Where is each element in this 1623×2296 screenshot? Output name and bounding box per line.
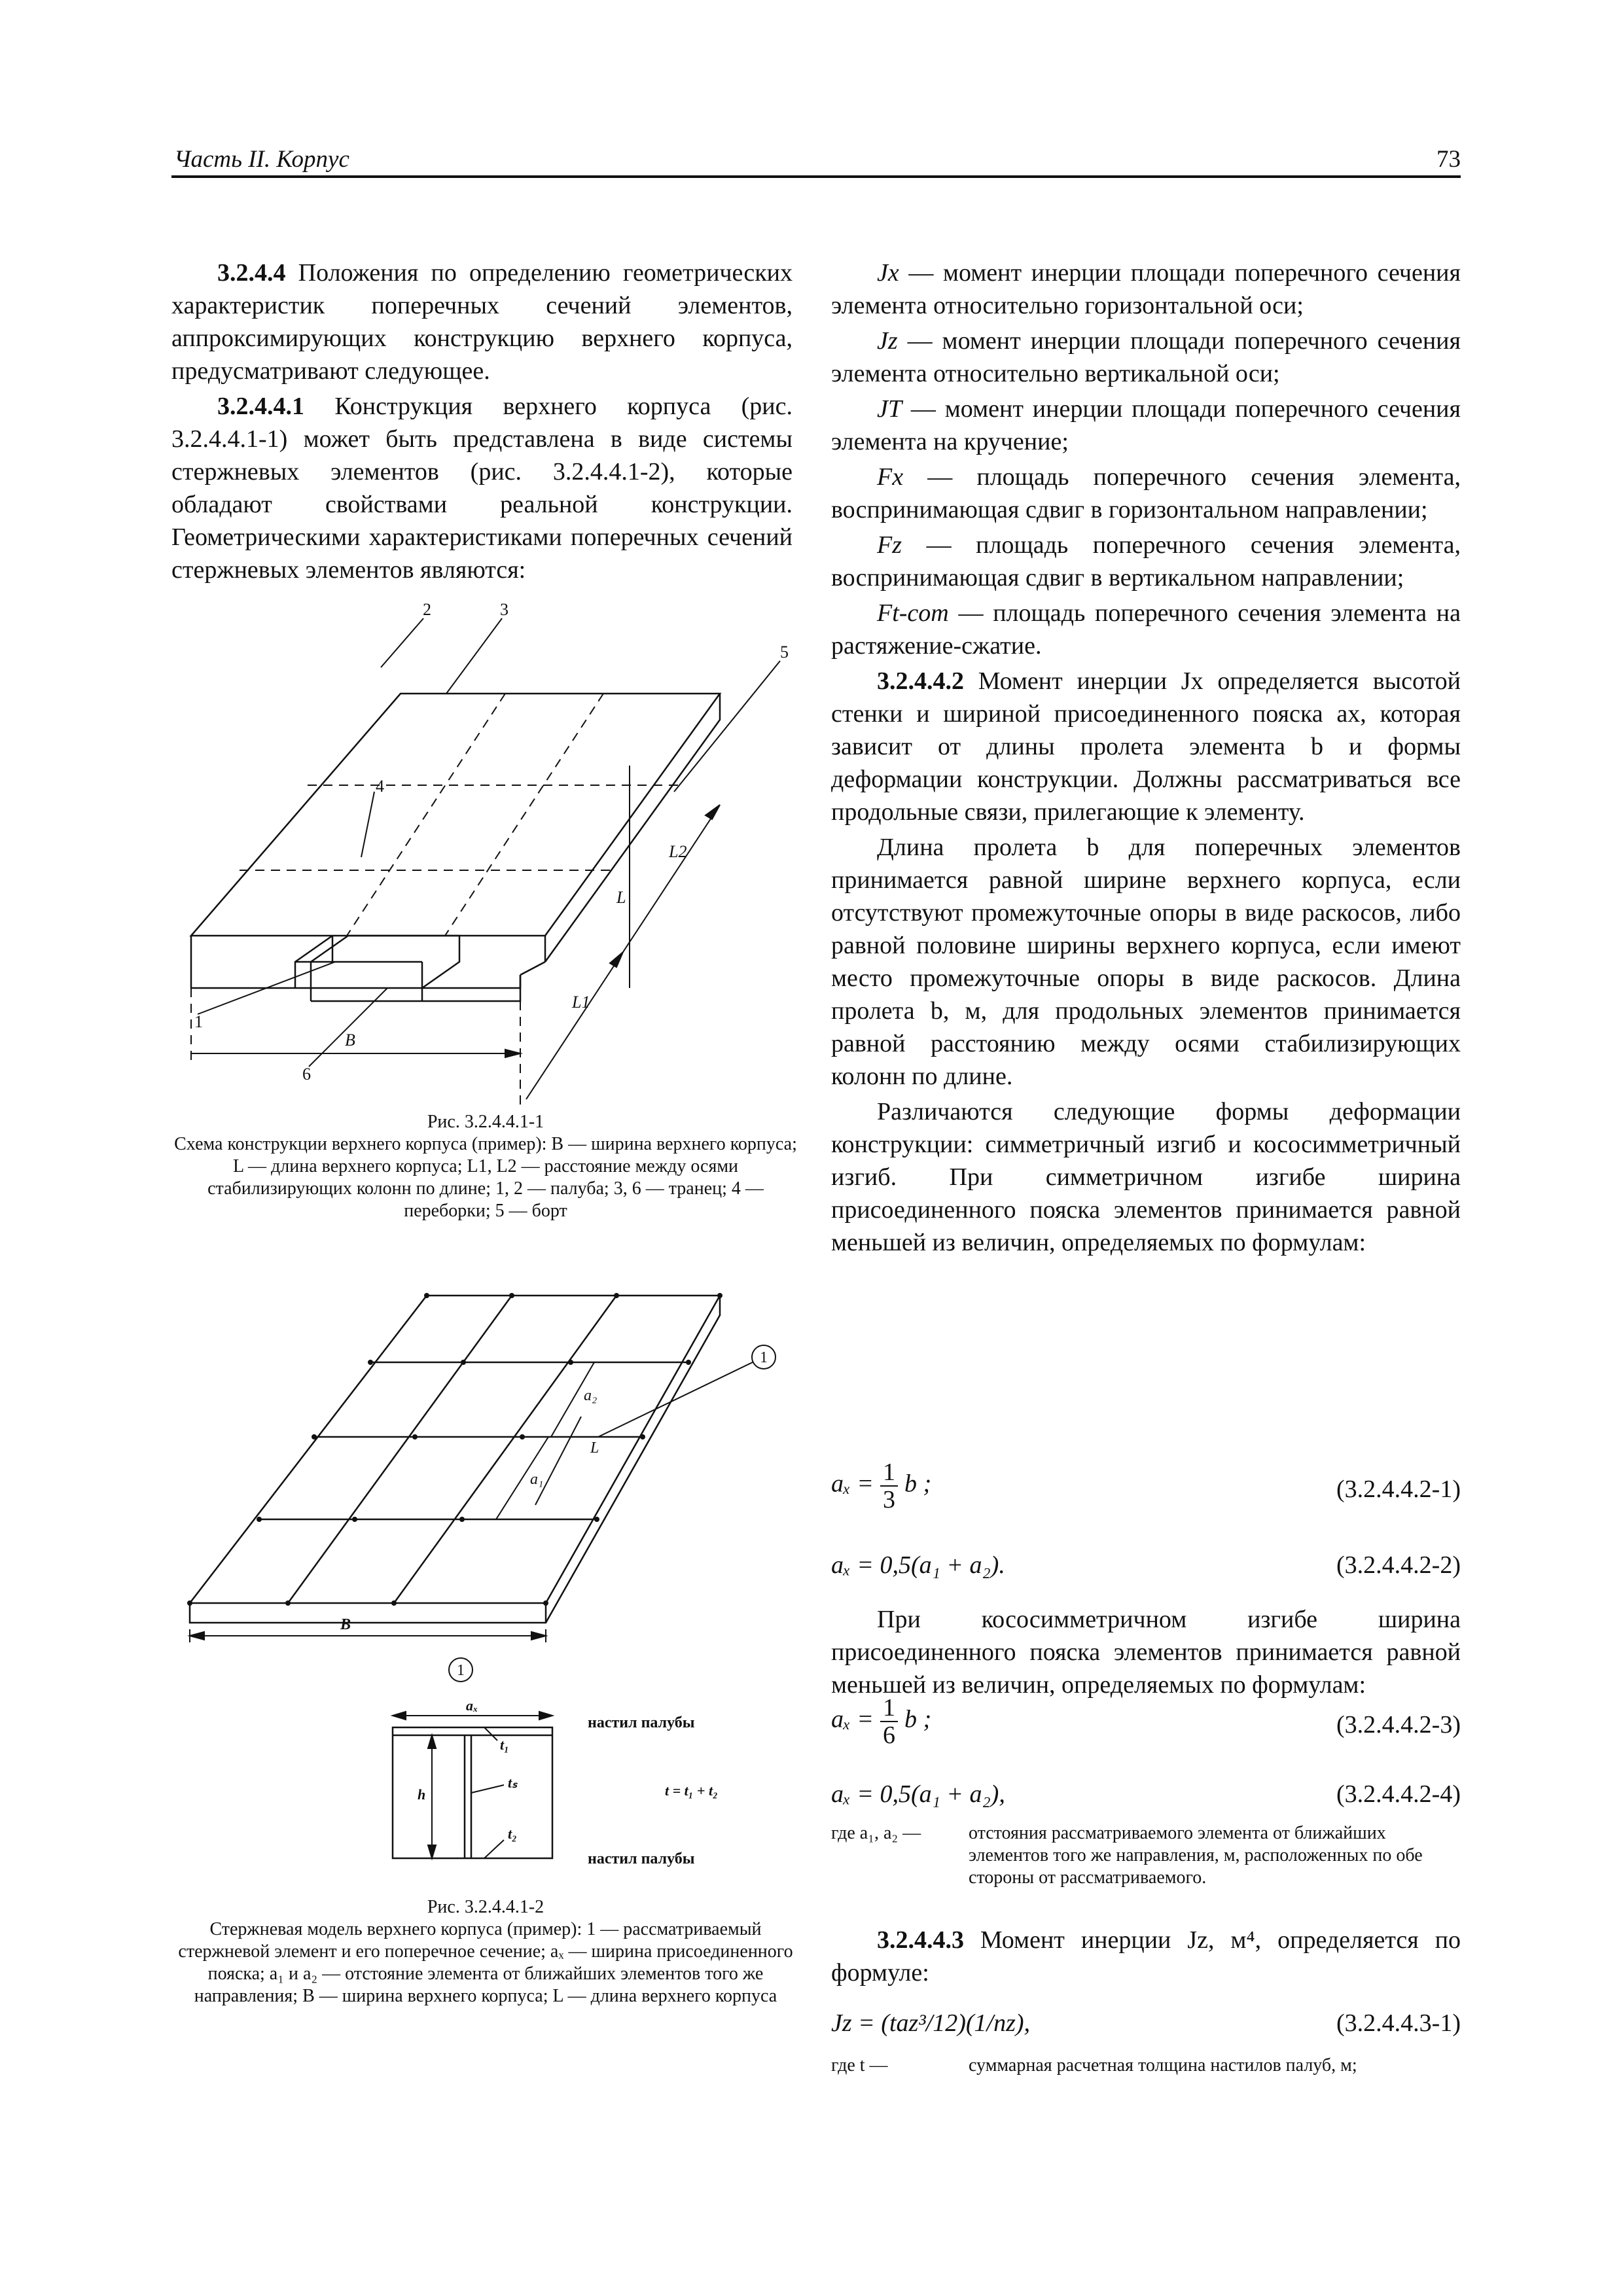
- definition-jx: [831, 256, 1461, 322]
- fig2-element-marker: 1: [760, 1349, 768, 1366]
- section-thickness-formula: t = t₁ + t₂: [665, 1782, 718, 1799]
- figure-upper-hull-scheme: [171, 595, 800, 1106]
- fraction-numerator: 1: [880, 1459, 898, 1487]
- fig2-label-B: B: [340, 1616, 351, 1633]
- fraction-denominator: 3: [882, 1486, 895, 1513]
- figure-2-number: Рис. 3.2.4.4.1-2: [427, 1897, 544, 1917]
- definition-text: — момент инерции площади поперечного сечения элемента на кручение;: [831, 395, 1461, 455]
- where-a1-a2: [831, 1822, 1461, 1894]
- fig1-label-6: 6: [302, 1065, 311, 1084]
- paragraph-3-2-4-4-3: [831, 1924, 1461, 1989]
- formula-number: (3.2.4.4.2-2): [1336, 1551, 1461, 1579]
- paragraph-3-2-4-4-1: [171, 390, 793, 586]
- symbol: Fz: [877, 531, 902, 559]
- paragraph-text: Конструкция верхнего корпуса (рис. 3.2.4.4.1-1) может быть представлена в виде системы стержневых элементов (рис. 3.2.4.4.1-2), которые обладают свойствами реальной конструкции. Геометрическими характеристиками поперечных сечений стержневых элементов являются:: [171, 393, 793, 584]
- fig2-label-L: L: [590, 1439, 599, 1457]
- figure-1-caption: [171, 1111, 800, 1222]
- section-number: 3.2.4.4.1: [217, 393, 304, 420]
- section-deck-top-label: настил палубы: [588, 1714, 695, 1731]
- figure-cross-section: [380, 1701, 798, 1884]
- section-label-h: h: [418, 1786, 426, 1803]
- formula-lhs: aₓ =: [831, 1705, 874, 1733]
- where-label: где a₁, a₂ —: [831, 1823, 921, 1843]
- fraction-numerator: 1: [880, 1695, 898, 1722]
- symbol: Jx: [877, 259, 899, 287]
- section-deck-bottom-label: настил палубы: [588, 1850, 695, 1867]
- fig1-label-1: 1: [194, 1012, 203, 1031]
- formula-number: (3.2.4.4.2-1): [1336, 1475, 1461, 1503]
- paragraph-3-2-4-4-2: [831, 665, 1461, 828]
- paragraph-text: Положения по определению геометрических характеристик поперечных сечений элементов, аппроксимирующих конструкцию верхнего корпуса, предусматривают следующее.: [171, 259, 793, 385]
- fig1-label-5: 5: [780, 643, 789, 662]
- formula-rhs: b ;: [904, 1705, 932, 1733]
- definition-text: — площадь поперечного сечения элемента, воспринимающая сдвиг в вертикальном направлении;: [831, 531, 1461, 592]
- paragraph-antisymmetric: При кососимметричном изгибе ширина присоединенного пояска элементов принимается равной меньшей из величин, определяемых по формулам:: [831, 1606, 1461, 1699]
- right-column-end: [831, 1924, 1461, 1992]
- section-label-t1: t₁: [500, 1737, 509, 1753]
- section-number: 3.2.4.4: [217, 259, 286, 287]
- symbol: JT: [877, 395, 902, 423]
- section-number: 3.2.4.4.2: [877, 667, 964, 695]
- formula-number: (3.2.4.4.2-3): [1336, 1711, 1461, 1739]
- figure-1-number: Рис. 3.2.4.4.1-1: [427, 1112, 544, 1132]
- definition-text: — момент инерции площади поперечного сечения элемента относительно вертикальной оси;: [831, 327, 1461, 387]
- symbol: Fx: [877, 463, 904, 491]
- running-header-title: Часть II. Корпус: [174, 146, 349, 173]
- fig2-section-marker: 1: [457, 1662, 465, 1679]
- left-column: [171, 256, 793, 589]
- where-text: отстояния рассматриваемого элемента от ближайших элементов того же направления, м, расположенных по обе стороны от рассматриваемого.: [969, 1823, 1423, 1888]
- definition-text: — площадь поперечного сечения элемента на растяжение-сжатие.: [831, 599, 1461, 660]
- where-label: где t —: [831, 2055, 888, 2075]
- definition-text: — площадь поперечного сечения элемента, воспринимающая сдвиг в горизонтальном направлении;: [831, 463, 1461, 523]
- paragraph-3-2-4-4: [171, 256, 793, 387]
- definition-jz: [831, 325, 1461, 390]
- header-rule: [171, 175, 1461, 178]
- symbol: Ft-com: [877, 599, 949, 627]
- formula-3-2-4-4-2-3: [831, 1695, 1461, 1760]
- fig1-label-B: B: [345, 1031, 355, 1050]
- section-label-t2: t₂: [508, 1826, 517, 1842]
- fig1-label-3: 3: [500, 600, 508, 619]
- page-number: 73: [1436, 146, 1461, 173]
- fraction-denominator: 6: [882, 1722, 895, 1749]
- right-column: [831, 256, 1461, 1262]
- paragraph-text: Момент инерции Jx определяется высотой стенки и шириной присоединенного пояска ax, которая зависит от длины пролета элемента b и формы деформации конструкции. Должны рассматриваться все продольные связи, прилегающие к элементу.: [831, 667, 1461, 826]
- figure-bar-model: [171, 1282, 800, 1688]
- definition-ft-com: [831, 597, 1461, 662]
- definition-fx: [831, 461, 1461, 526]
- figure-2-caption: [171, 1896, 800, 2007]
- formula-3-2-4-4-2-1: [831, 1459, 1461, 1525]
- paragraph-text: Момент инерции Jz, м⁴, определяется по формуле:: [831, 1926, 1461, 1987]
- right-column-continued: [831, 1603, 1461, 1704]
- symbol: Jz: [877, 327, 898, 355]
- fig1-label-L: L: [616, 888, 626, 907]
- formula-lhs: aₓ =: [831, 1470, 874, 1498]
- figure-1-description: Схема конструкции верхнего корпуса (пример): B — ширина верхнего корпуса; L — длина верхнего корпуса; L1, L2 — расстояние между осями стабилизирующих колонн по длине; 1, 2 — палуба; 3, 6 — транец; 4 — переборки; 5 — борт: [174, 1134, 797, 1221]
- formula-number: (3.2.4.4.3-1): [1336, 2009, 1461, 2037]
- definition-text: — момент инерции площади поперечного сечения элемента относительно горизонтальной оси;: [831, 259, 1461, 319]
- definition-jt: [831, 393, 1461, 458]
- where-text: суммарная расчетная толщина настилов палуб, м;: [969, 2055, 1357, 2075]
- section-number: 3.2.4.4.3: [877, 1926, 964, 1954]
- formula-expression: aₓ = 0,5(a₁ + a₂),: [831, 1780, 1005, 1808]
- section-label-tb: tₛ: [508, 1775, 518, 1791]
- formula-expression: aₓ = 0,5(a₁ + a₂).: [831, 1551, 1005, 1579]
- fig1-label-L1: L1: [572, 993, 590, 1012]
- fig1-label-4: 4: [376, 777, 384, 796]
- fig1-label-L2: L2: [669, 842, 687, 861]
- formula-number: (3.2.4.4.2-4): [1336, 1780, 1461, 1808]
- fig2-label-a2: a₂: [584, 1387, 597, 1404]
- figure-2-description: Стержневая модель верхнего корпуса (пример): 1 — рассматриваемый стержневой элемент и его поперечное сечение; aₓ — ширина присоединенного пояска; a₁ и a₂ — отстояние элемента от ближайших элементов того же направления; B — ширина верхнего корпуса; L — длина верхнего корпуса: [178, 1919, 793, 2006]
- where-t: [831, 2055, 1461, 2081]
- definition-fz: [831, 529, 1461, 594]
- fig2-label-a1: a₁: [530, 1471, 544, 1488]
- paragraph-deformation-forms: Различаются следующие формы деформации конструкции: симметричный изгиб и кососимметричный изгиб. При симметричном изгибе ширина присоединенного пояска элементов принимается равной меньшей из величин, определяемых по формулам:: [831, 1098, 1461, 1256]
- formula-expression: Jz = (taz³/12)(1/nz),: [831, 2009, 1031, 2037]
- formula-rhs: b ;: [904, 1470, 932, 1498]
- fig1-label-2: 2: [423, 600, 431, 619]
- section-label-ax: aₓ: [466, 1701, 478, 1714]
- paragraph-span-length: Длина пролета b для поперечных элементов принимается равной ширине верхнего корпуса, если отсутствуют промежуточные опоры в виде раскосов, либо равной половине ширины верхнего корпуса, если имеют место промежуточные опоры в виде раскосов. Длина пролета b, м, для продольных элементов принимается равной расстоянию между осями стабилизирующих колонн по длине.: [831, 834, 1461, 1090]
